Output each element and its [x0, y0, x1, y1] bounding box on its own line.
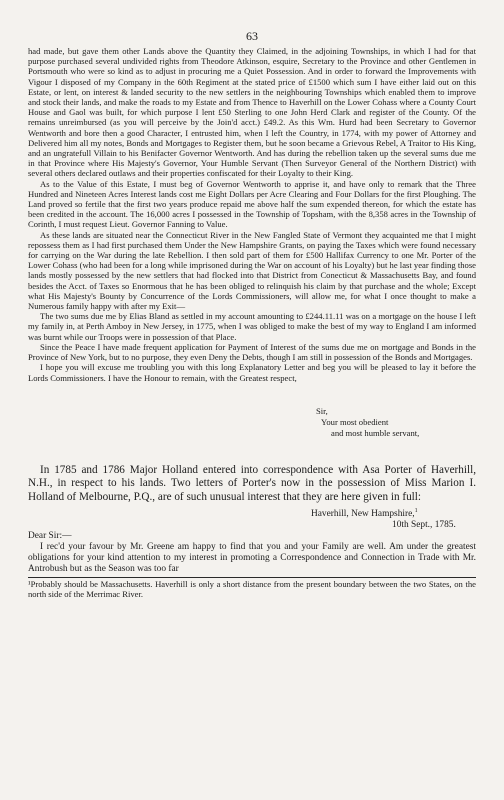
letter-date: 10th Sept., 1785. [392, 520, 456, 530]
closing-line-2: and most humble servant, [331, 428, 420, 438]
footnote-divider [28, 577, 476, 578]
paragraph: I hope you will excuse me troubling you with this long Explanatory Letter and beg you will be pleased to lay it before the Lords Commissioners. I have the Honour to remain, with the Greatest respect, [28, 362, 476, 383]
paragraph: As these lands are situated near the Connecticut River in the New Fangled State of Vermont they acquainted me that I might repossess them as I had first purchased them Under the New Hampshire Grants, on paying the Taxes which were found necessary for carrying on the War during the late Rebellion. I then sold part of them for £500 Hallifax Currency to one Mr. Porter of the Lower Cohass (who had been for a long while imprisoned during the War on account of his Loyalty) but he last year finding those lands mostly possessed by the new settlers that had flocked into that District from Conecticut & Massachusetts Bay, and found besides the Acct. of Taxes so Enormous that he has been obliged to relinquish his claim by that purchase and the whole; Except what His Majesty's Bounty by Concurrence of the Lords Commissioners, will allow me, for what I once thought to make a Numerous family happy with after my Exit— [28, 229, 476, 312]
salutation: Dear Sir:— [28, 531, 72, 541]
letter-place [311, 509, 418, 519]
footnote: ¹Probably should be Massachusetts. Haverhill is only a short distance from the present boundary between the two States, on the north side of the Merrimac River. [28, 579, 476, 600]
letter-body: I rec'd your favour by Mr. Greene am happy to find that you and your Family are well. Am under the greatest obligations for your kind attention to my interest in promoting a Correspondence and Connection in Trade with Mr. Antrobush but as the Season was too far [28, 542, 476, 574]
page-number: 63 [246, 29, 258, 43]
closing-sir: Sir, [316, 406, 328, 416]
narrative-paragraph: In 1785 and 1786 Major Holland entered into correspondence with Asa Porter of Haverhill, N.H., in respect to his lands. Two letters of Porter's now in the possession of Miss Marion I. Holland of Melbourne, P.Q., are of such unusual interest that they are here given in full: [28, 464, 476, 503]
paragraph: As to the Value of this Estate, I must beg of Governor Wentworth to apprise it, and have only to remark that the Three Hundred and Nineteen Acres Interest lands cost me Eight Dollars per Acre Clearing and Four Dollars for the first Ploughing. The Land proved so fertile that the first two years produce repaid me above half the sum expended thereon, for which the estate has been credited in the account. The 16,000 acres I possessed in the Township of Topsham, with the 8,358 acres in the Township of Corinth, I must request Lieut. Governor Fanning to Value. [28, 178, 476, 230]
footnote-reference: 1 [414, 507, 418, 514]
paragraph: Since the Peace I have made frequent application for Payment of Interest of the sums due me on mortgage and Bonds in the Province of New York, but to no purpose, they even Deny the Debts, though I am still in possession of the Bonds and Mortgages. [28, 341, 476, 363]
closing-line-1: Your most obedient [321, 417, 389, 427]
paragraph: had made, but gave them other Lands above the Quantity they Claimed, in the adjoining Townships, in which I had for that purpose purchased several undivided rights from Theodore Atkinson, esquire, Secretary to the Province and other Gentlemen in Portsmouth who were so kind as to adjust in procuring me a Quiet Possession. And in order to forward the Improvements with Vigour I disposed of my Company in the 60th Regiment at the stated price of £1500 which sum I have either laid out on this Estate, or lent, on interest & landed security to the new settlers in the neighbouring Townships which enabled them to improve and stock their lands, and make the roads to my Estate and from Thence to Haverhill on the Lower Cohass where a County Court House and Gaol was built, for which purpose I lent £50 Sterling to one John Herd Clark and register of the County. Of the remains unreimbursed (as you will perceive by the Join'd acct.) £49.2. As this Wm. Hurd had been Secretary to Governor Wentworth and bore then a good Character, I entrusted him, when I left the Country, in 1774, with my power of Attorney and Delivered him all my notes, Bonds and Mortgages to Register them, but he soon became a Grievous Rebel, A Traitor to His King, and an ungratefull Villain to his Benifacter Governor Wentworth. And has during the rebellion taken up the several sums due me in that Province where His Majesty's Governor, Your Humble Servant (Then Surveyor General of the Northern District) with several others declared outlaws and their properties confiscated for their Loyalty to their King. [28, 46, 476, 179]
letter-continuation [28, 46, 476, 383]
paragraph: The two sums due me by Elias Bland as settled in my account amounting to £244.11.11 was on a mortgage on the house I left my family in, at Perth Amboy in New Jersey, in 1775, when I was obliged to make the best of my way to England I am informed was burnt while our Troops were in possession of that Place. [28, 311, 476, 342]
letter-place-text: Haverhill, New Hampshire, [311, 509, 415, 519]
